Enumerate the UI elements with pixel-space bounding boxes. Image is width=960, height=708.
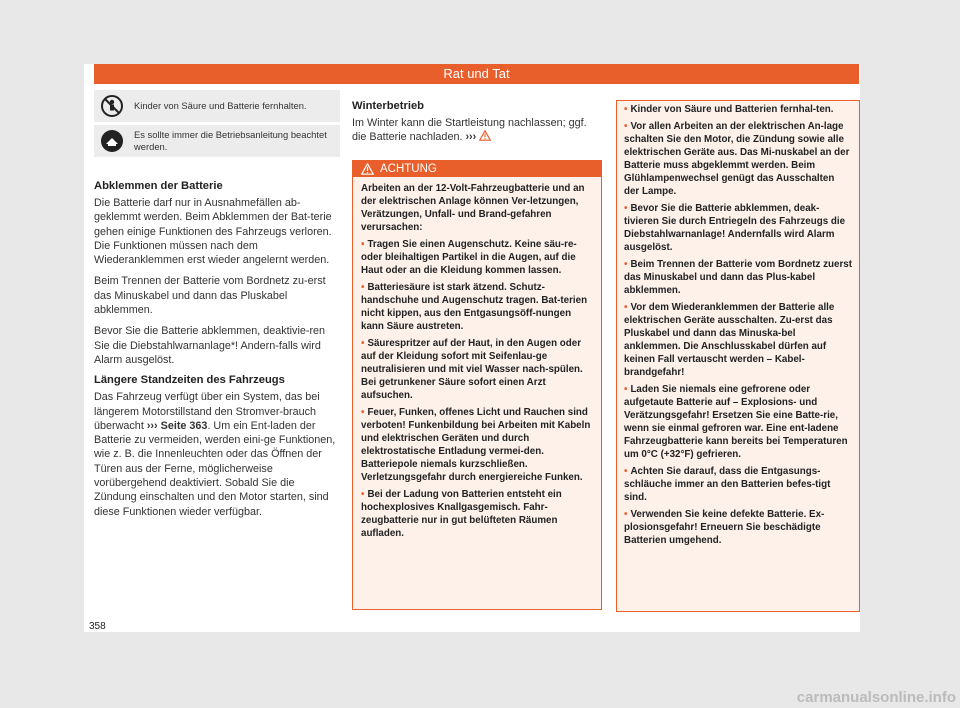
warning-item-text: Säurespritzer auf der Haut, in den Augen oder auf der Kleidung sofort mit Seifenlau-ge neutralisieren und mit viel Wasser nach-spülen. Bei getrunkener Säure sofort einen Arzt aufsuchen. [361,338,583,401]
bullet-icon: • [361,239,365,250]
bullet-icon: • [361,489,365,500]
warning-item [624,103,852,116]
warning-item [361,406,593,484]
warning-item-text: Tragen Sie einen Augenschutz. Keine säu-re- oder bleihaltigen Partikel in die Augen, auf die Haut oder an die Kleidung kommen lassen. [361,239,577,276]
no-children-icon [100,94,124,118]
warning-item [361,488,593,540]
warning-item-text: Beim Trennen der Batterie vom Bordnetz zuerst das Minuskabel und dann das Plus-kabel abklemmen. [624,259,853,296]
bullet-icon: • [624,302,628,313]
warning-item [361,238,593,277]
warning-item [624,202,852,254]
heading-abklemmen: Abklemmen der Batterie [94,180,223,192]
right-warning-box [616,100,860,612]
paragraph [352,116,602,145]
bullet-icon: • [361,407,365,418]
watermark: carmanualsonline.info [796,689,956,706]
bullet-icon: • [624,121,628,132]
warning-item [624,465,852,504]
warning-title: ACHTUNG [380,163,437,175]
warning-item-text: Kinder von Säure und Batterien fernhal-ten. [630,104,834,115]
warning-item [624,508,852,547]
section-header: Rat und Tat [94,64,859,84]
bullet-icon: • [624,203,628,214]
warning-header [353,161,601,177]
bullet-icon: • [624,384,628,395]
page-number: 358 [89,621,106,632]
warning-item-text: Vor allen Arbeiten an der elektrischen An-lage schalten Sie den Motor, die Zündung sowie alle elektrischen Geräte aus. Das Mi-nuskabel an der Batterie muss abgeklemmt werden. Beim Glühlampenwechsel genügt das Ausschalten der Lampe. [624,121,850,197]
warning-item [624,258,852,297]
bullet-icon: • [361,282,365,293]
icon-note-2 [94,125,340,157]
warning-item-text: Verwenden Sie keine defekte Batterie. Ex-plosionsgefahr! Erneuern Sie beschädigte Batterien umgehend. [624,509,825,546]
paragraph: Die Batterie darf nur in Ausnahmefällen ab-geklemmt werden. Beim Abklemmen der Bat-terie gehen einige Funktionen des Fahrzeugs verloren. Die Funktionen müssen nach dem Wiederanklemmen erst wieder angelernt werden. [94,197,332,267]
heading-winterbetrieb: Winterbetrieb [352,100,425,112]
warning-box [352,160,602,610]
paragraph [94,390,340,519]
icon-note-text: Es sollte immer die Betriebsanleitung beachtet werden. [134,129,327,152]
paragraph-text: Im Winter kann die Startleistung nachlassen; ggf. die Batterie nachladen. [352,117,587,144]
manual-page [84,64,860,632]
left-column [94,90,340,526]
paragraph: Beim Trennen der Batterie vom Bordnetz zu-erst das Minuskabel und dann das Pluskabel abklemmen. [94,275,326,317]
warning-item-text: Bei der Ladung von Batterien entsteht ein hochexplosives Knallgasgemisch. Fahr-zeugbatterie nur in gut belüfteten Räumen aufladen. [361,489,562,539]
warning-item-text: Batteriesäure ist stark ätzend. Schutz-handschuhe und Augenschutz tragen. Bat-terien nicht kippen, aus den Entgasungsöff-nungen kann Säure austreten. [361,282,588,332]
bullet-icon: • [361,338,365,349]
warning-item [624,383,852,461]
warning-intro: Arbeiten an der 12-Volt-Fahrzeugbatterie und an der elektrischen Anlage können Ver-letzungen, Verätzungen, Unfall- und Brand-gefahren verursachen: [361,183,585,233]
warning-item-text: Achten Sie darauf, dass die Entgasungs-schläuche immer an den Batterien befes-tigt sind. [624,466,831,503]
warning-item-text: Laden Sie niemals eine gefrorene oder aufgetaute Batterie auf – Explosions- und Verätzungsgefahr! Ersetzen Sie eine Batte-rie, wenn sie einmal gefroren war. Eine ent-ladene Fahrzeugbatterie kann bereits bei Temperaturen um 0°C (+32°F) gefrieren. [624,384,848,460]
warning-reference-link[interactable]: ››› [465,131,477,144]
bullet-icon: • [624,259,628,270]
warning-item [624,120,852,198]
warning-item [361,337,593,402]
warning-triangle-icon [479,130,491,141]
middle-column [352,100,602,152]
manual-icon [100,129,124,153]
bullet-icon: • [624,466,628,477]
warning-triangle-icon [361,163,374,175]
warning-item-text: Feuer, Funken, offenes Licht und Rauchen sind verboten! Funkenbildung bei Arbeiten mit Kabeln und elektrischen Geräten und durch elektrostatische Entladung vermei-den. Batteriepole niemals kurzschließen. Verletzungsgefahr durch energiereiche Funken. [361,407,591,483]
warning-item-text: Bevor Sie die Batterie abklemmen, deak-tivieren Sie durch Entriegeln des Fahrzeugs die Diebstahlwarnanlage! Andernfalls wird Alarm ausgelöst. [624,203,846,253]
icon-note-1 [94,90,340,122]
warning-body [353,177,601,540]
paragraph-text: . Um ein Ent-laden der Batterie zu vermeiden, werden eini-ge Funktionen, wie z. B. die Innenleuchten oder das Öffnen der Türen aus der Ferne, möglicherweise vorübergehend deaktiviert. Sobald Sie die Zündung einschalten und den Motor starten, sind diese Funktionen wieder verfügbar. [94,419,336,518]
bullet-icon: • [624,104,628,115]
paragraph-text: Das Fahrzeug verfügt über ein System, das bei längerem Motorstillstand den Stromver-brauch überwacht [94,391,320,432]
heading-standzeiten: Längere Standzeiten des Fahrzeugs [94,374,285,387]
page-reference-link[interactable]: ››› Seite 363 [146,419,208,432]
paragraph: Bevor Sie die Batterie abklemmen, deaktivie-ren Sie die Diebstahlwarnanlage*! Andern-falls wird Alarm ausgelöst. [94,325,326,366]
warning-item-text: Vor dem Wiederanklemmen der Batterie alle elektrischen Geräte ausschalten. Zu-erst das Pluskabel und dann das Minuska-bel anklemmen. Die Anschlusskabel dürfen auf keinen Fall vertauscht werden – Kabel-brandgefahr! [624,302,835,378]
icon-note-text: Kinder von Säure und Batterie fernhalten. [134,100,307,111]
warning-item [361,281,593,333]
bullet-icon: • [624,509,628,520]
warning-item [624,301,852,379]
